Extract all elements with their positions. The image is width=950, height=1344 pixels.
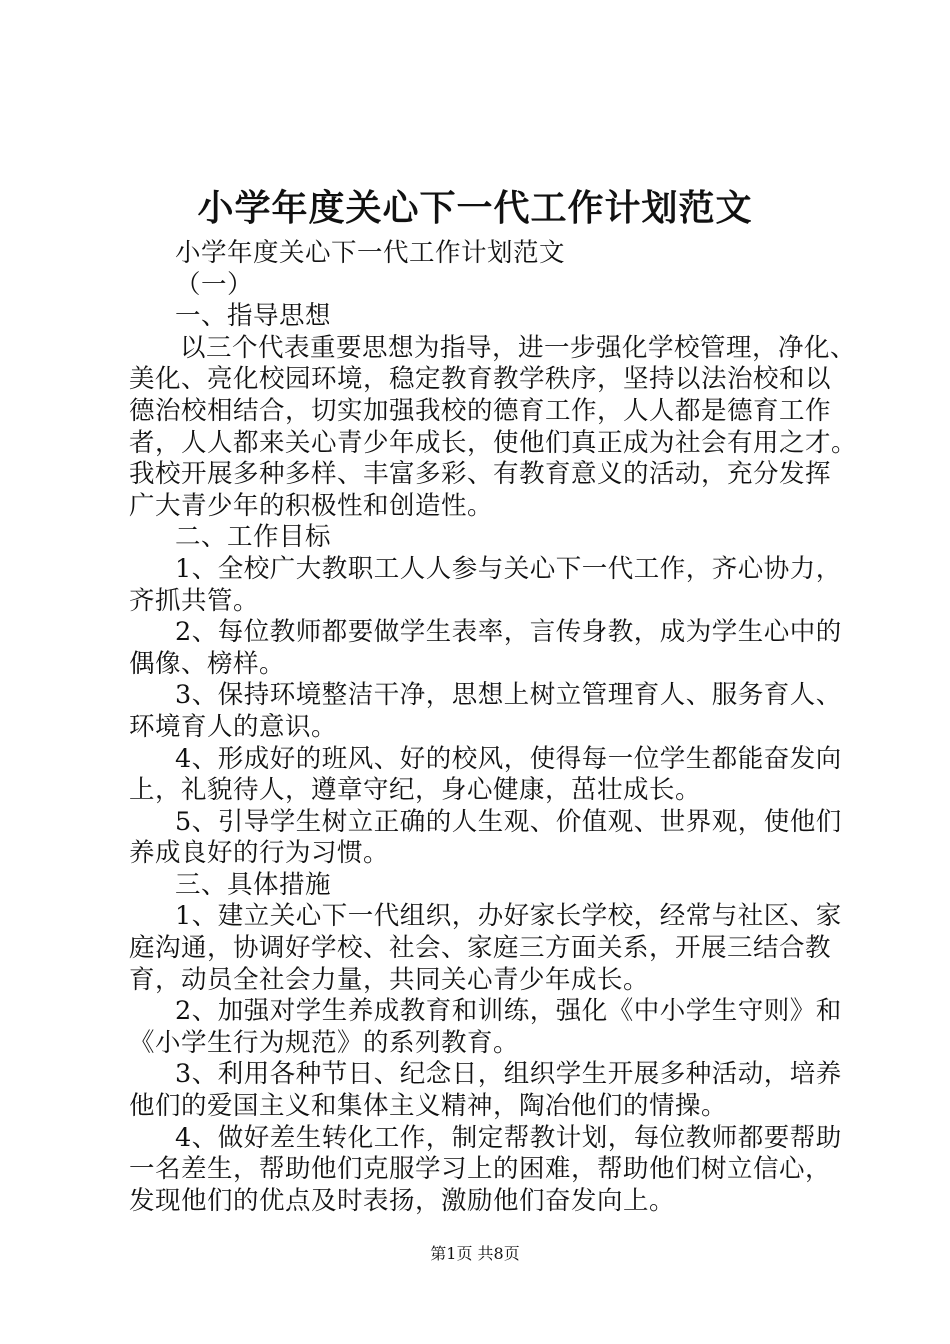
text-line: 二、工作目标 — [175, 522, 332, 553]
text-line: 他们的爱国主义和集体主义精神，陶冶他们的情操。 — [129, 1091, 728, 1122]
text-line: 养成良好的行为习惯。 — [129, 838, 390, 869]
text-line: 美化、亮化校园环境，稳定教育教学秩序，坚持以法治校和以 — [129, 364, 832, 395]
text-line: 2、每位教师都要做学生表率，言传身教，成为学生心中的 — [175, 617, 842, 648]
text-line: 发现他们的优点及时表扬，激励他们奋发向上。 — [129, 1185, 676, 1216]
text-line: 德治校相结合，切实加强我校的德育工作，人人都是德育工作 — [129, 395, 832, 426]
text-line: 我校开展多种多样、丰富多彩、有教育意义的活动，充分发挥 — [129, 459, 832, 490]
text-line: 者，人人都来关心青少年成长，使他们真正成为社会有用之才。 — [129, 427, 858, 458]
text-line: 三、具体措施 — [175, 869, 332, 900]
text-line: 《小学生行为规范》的系列教育。 — [129, 1027, 520, 1058]
document-title: 小学年度关心下一代工作计划范文 — [197, 188, 753, 229]
text-line: 5、引导学生树立正确的人生观、价值观、世界观，使他们 — [175, 806, 842, 837]
text-line: （一） — [175, 269, 254, 300]
text-line: 1、全校广大教职工人人参与关心下一代工作，齐心协力， — [175, 553, 842, 584]
text-line: 小学年度关心下一代工作计划范文 — [175, 238, 566, 268]
text-line: 3、利用各种节日、纪念日，组织学生开展多种活动，培养 — [175, 1059, 842, 1090]
text-line: 2、加强对学生养成教育和训练，强化《中小学生守则》和 — [175, 996, 842, 1027]
text-line: 以三个代表重要思想为指导，进一步强化学校管理，净化、 — [180, 332, 857, 363]
text-line: 环境育人的意识。 — [129, 711, 338, 742]
text-line: 广大青少年的积极性和创造性。 — [129, 490, 494, 521]
text-line: 齐抓共管。 — [129, 585, 260, 616]
text-line: 4、形成好的班风、好的校风，使得每一位学生都能奋发向 — [175, 743, 842, 774]
text-line: 一名差生，帮助他们克服学习上的困难，帮助他们树立信心， — [129, 1154, 832, 1185]
text-line: 1、建立关心下一代组织，办好家长学校，经常与社区、家 — [175, 901, 842, 932]
text-line: 偶像、榜样。 — [129, 648, 286, 679]
text-line: 3、保持环境整洁干净，思想上树立管理育人、服务育人、 — [175, 680, 842, 711]
page-footer: 第1页 共8页 — [430, 1244, 520, 1263]
text-line: 上，礼貌待人，遵章守纪，身心健康，茁壮成长。 — [129, 775, 702, 806]
text-line: 一、指导思想 — [175, 301, 332, 332]
document-body — [129, 238, 858, 1217]
text-line: 庭沟通，协调好学校、社会、家庭三方面关系，开展三结合教 — [129, 933, 832, 964]
text-line: 育，动员全社会力量，共同关心青少年成长。 — [129, 964, 650, 995]
text-line: 4、做好差生转化工作，制定帮教计划，每位教师都要帮助 — [175, 1122, 842, 1153]
